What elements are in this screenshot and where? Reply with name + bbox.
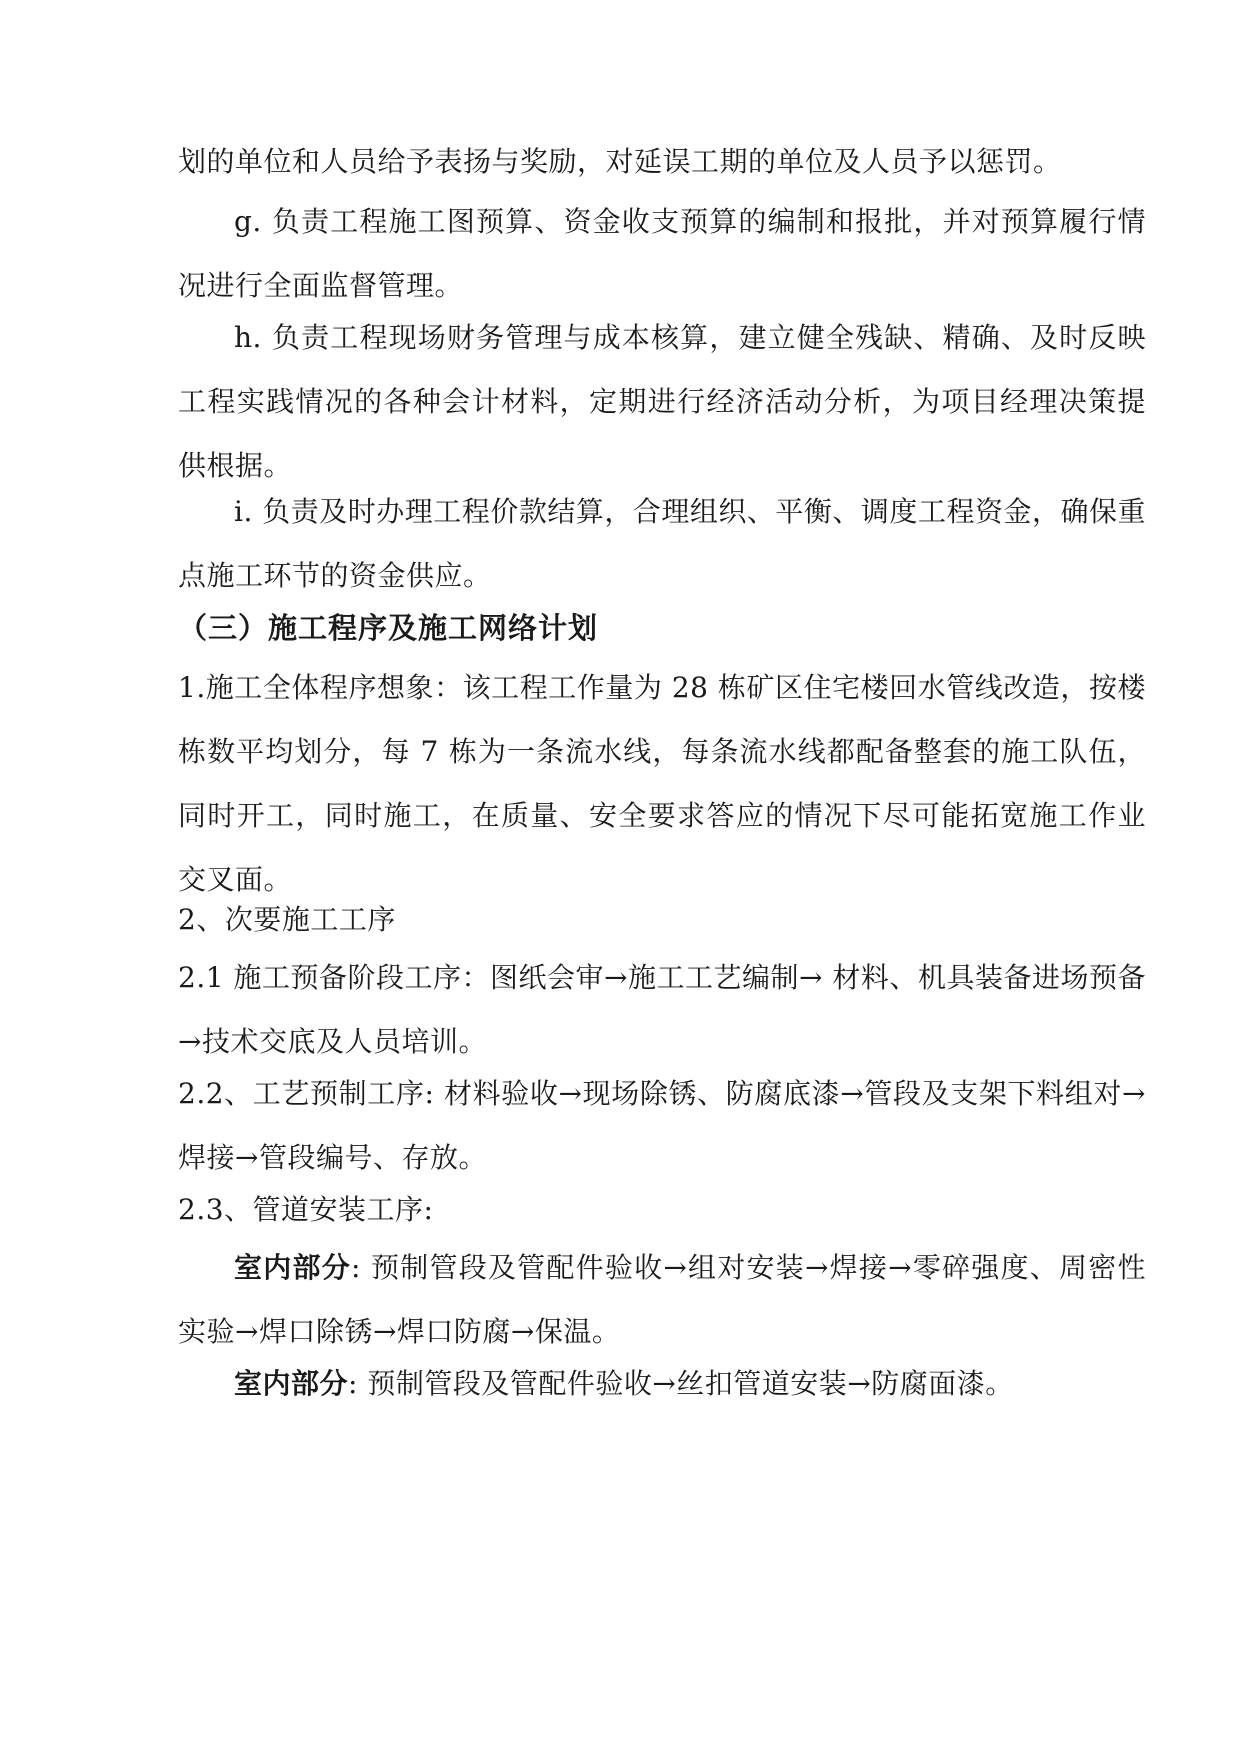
indoor-body-1: : 预制管段及管配件验收→组对安装→焊接→零碎强度、周密性实验→焊口除锈→焊口防腐→保温。 [178, 1251, 1146, 1348]
paragraph-pipe-installation: 2.3、管道安装工序: [178, 1193, 434, 1226]
indoor-label-1: 室内部分 [234, 1251, 351, 1284]
paragraph-item-i: i. 负责及时办理工程价款结算，合理组织、平衡、调度工程资金，确保重点施工环节的资金供应。 [178, 495, 1146, 592]
paragraph-main-procedures: 2、次要施工工序 [178, 903, 396, 936]
paragraph-item-h: h. 负责工程现场财务管理与成本核算，建立健全残缺、精确、及时反映工程实践情况的各种会计材料，定期进行经济活动分析，为项目经理决策提供根据。 [178, 321, 1146, 482]
paragraph-reward-penalty: 划的单位和人员给予表扬与奖励，对延误工期的单位及人员予以惩罚。 [178, 145, 1062, 178]
indoor-body-2: : 预制管段及管配件验收→丝扣管道安装→防腐面漆。 [348, 1367, 1014, 1400]
paragraph-prefabrication: 2.2、工艺预制工序: 材料验收→现场除锈、防腐底漆→管段及支架下料组对→焊接→管段编号、存放。 [178, 1077, 1146, 1174]
paragraph-preparation-stage: 2.1 施工预备阶段工序：图纸会审→施工工艺编制→ 材料、机具装备进场预备→技术交底及人员培训。 [178, 961, 1146, 1058]
paragraph-indoor-part-2 [178, 1352, 1146, 1416]
paragraph-indoor-part-1 [178, 1236, 1146, 1364]
indoor-label-2: 室内部分 [234, 1367, 349, 1400]
section-heading: （三）施工程序及施工网络计划 [178, 611, 599, 645]
paragraph-item-g: g. 负责工程施工图预算、资金收支预算的编制和报批，并对预算履行情况进行全面监督管理。 [178, 205, 1146, 302]
paragraph-overall-procedure: 1.施工全体程序想象：该工程工作量为 28 栋矿区住宅楼回水管线改造，按楼栋数平均划分，每 7 栋为一条流水线，每条流水线都配备整套的施工队伍，同时开工，同时施工，在质量、安全要求答应的情况下尽可能拓宽施工作业交叉面。 [178, 671, 1146, 896]
